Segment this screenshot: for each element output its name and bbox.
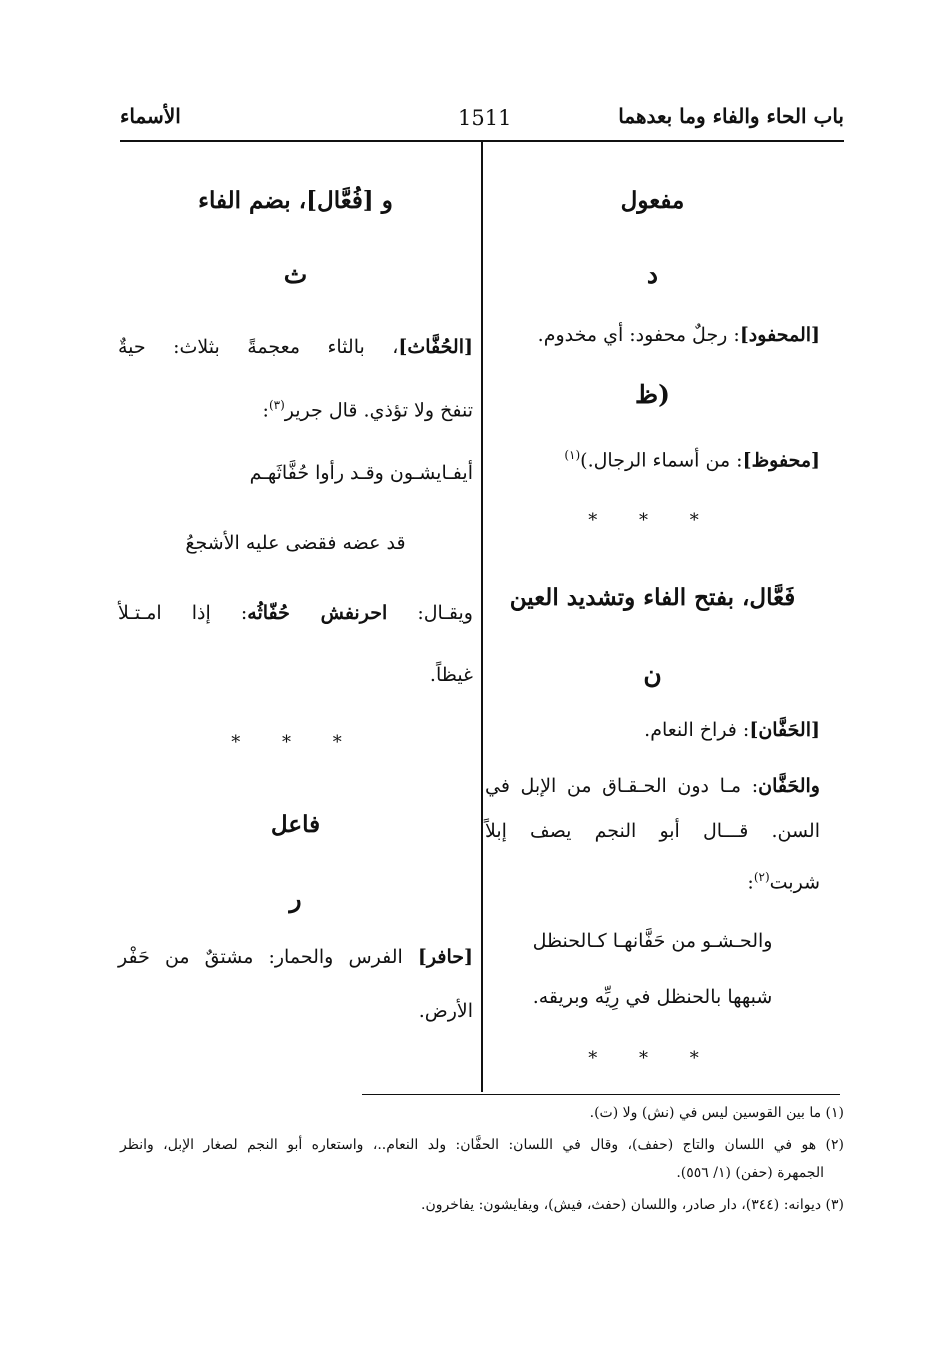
footnote: (٣) ديوانه: (٣٤٤)، دار صادر، واللسان (حفث، فيش)، ويفايشون: يفاخرون. <box>421 1197 844 1213</box>
entry-term: [الحُفَّاث] <box>398 336 473 358</box>
entry-term: والحَفَّان <box>758 775 820 797</box>
footnote: (١) ما بين القوسين ليس في (نش) ولا (ت). <box>589 1105 844 1121</box>
entry-text: ، بالثاء معجمةً بثلاث: حيةٌ <box>118 336 399 358</box>
footnote: (٢) هو في اللسان والتاج (حفف)، وقال في اللسان: الحفَّان: ولد النعام..، واستعاره أبو النجم لصغار الإبل، وانظر <box>120 1137 844 1153</box>
letter-heading: (ظ <box>635 380 670 409</box>
column-divider <box>481 142 483 1092</box>
verse-line: أيفـايشـون وقـد رأوا حُفَّاثَهـم <box>249 462 473 484</box>
entry-continuation: غيظاً. <box>429 664 473 686</box>
section-separator: * * * <box>231 732 360 753</box>
entry-text: : رجلٌ محفود: أي مخدوم. <box>537 324 740 346</box>
right-column <box>485 142 820 1092</box>
page-number: 1511 <box>458 106 512 130</box>
entry-text: الفرس والحمار: مشتقٌ من حَفْر <box>118 946 418 968</box>
entry-text: : مـا دون الحـقـاق من الإبل في <box>485 775 759 797</box>
entry-term: احرنفش حُفّاثُه <box>247 602 388 624</box>
footnote-ref: (٢) <box>753 870 770 884</box>
running-header-chapter: باب الحاء والفاء وما بعدهما <box>618 104 844 128</box>
verse-line: قد عضه فقضى عليه الأشجعُ <box>185 532 406 554</box>
letter-heading: ن <box>643 660 662 689</box>
explanation: شبهها بالحنظل في رِيِّه وبريقه. <box>532 986 773 1008</box>
footnote-continuation: الجمهرة (حفن) (١/ ٥٥٦). <box>676 1165 824 1181</box>
footnote-ref: (١) <box>564 448 581 462</box>
entry-continuation: شربت$^{(٢)}$: <box>747 870 820 894</box>
entry-term: [الحَفَّان] <box>749 719 820 741</box>
section-separator: * * * <box>588 1048 717 1069</box>
entry-term: [حافر] <box>417 946 473 968</box>
left-column <box>118 142 473 1092</box>
entry: ويقـال: احرنفش حُفّاثُه: إذا امـتـلأ <box>118 602 473 624</box>
verse-line: والحـشـو من حَفَّانهـا كـالحنظل <box>532 930 773 952</box>
footnote-ref: (٣) <box>268 398 285 412</box>
section-heading: و [فُعَّال]، بضم الفاء <box>198 187 393 214</box>
entry-text: : من أسماء الرجال.) <box>580 449 743 472</box>
entry-continuation: تنفخ ولا تؤذي. قال جرير$^{(٣)}$: <box>262 398 473 422</box>
section-separator: * * * <box>588 510 717 531</box>
letter-heading: ث <box>283 260 308 289</box>
entry-continuation: السن. قـــال أبو النجم يصف إبلاً <box>485 820 820 842</box>
entry <box>564 442 820 473</box>
running-header-section: الأسماء <box>120 104 181 128</box>
entry-term: [المحفود] <box>739 324 820 346</box>
entry <box>485 773 820 799</box>
entry-continuation: الأرض. <box>418 1000 473 1022</box>
entry <box>118 944 473 970</box>
section-heading: فاعل <box>270 811 321 838</box>
entry <box>644 717 820 743</box>
letter-heading: ر <box>289 884 302 913</box>
section-heading: مفعول <box>620 187 685 214</box>
entry <box>538 322 820 348</box>
footnote-rule <box>362 1094 840 1095</box>
entry <box>118 334 473 360</box>
entry-term: [محفوظ] <box>742 449 820 472</box>
entry-text: : فراخ النعام. <box>644 719 750 741</box>
section-heading: فَعَّال، بفتح الفاء وتشديد العين <box>509 584 796 611</box>
letter-heading: د <box>646 260 659 289</box>
